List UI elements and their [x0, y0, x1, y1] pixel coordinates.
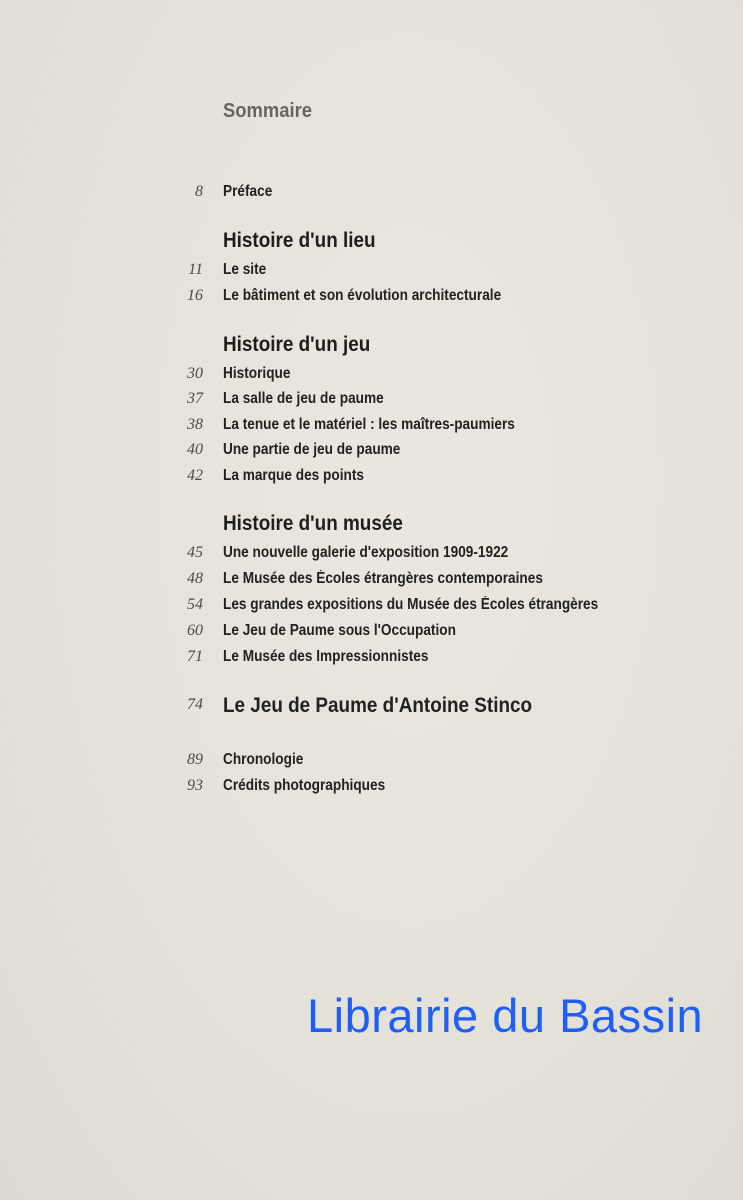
entry-label: Crédits photographiques	[223, 777, 386, 794]
entry-label: Le Jeu de Paume d'Antoine Stinco	[223, 694, 533, 717]
watermark-text: Librairie du Bassin	[307, 989, 704, 1042]
page-number: 8	[195, 183, 203, 200]
section-heading-jeu: Histoire d'un jeu	[223, 333, 371, 356]
page-number: 74	[187, 696, 203, 713]
page-number: 48	[187, 570, 203, 587]
entry-label: Une nouvelle galerie d'exposition 1909-1922	[223, 544, 509, 561]
page-number: 45	[187, 544, 203, 561]
entry-label: Le Musée des Écoles étrangères contemporaines	[223, 570, 543, 587]
page-number: 30	[187, 365, 203, 382]
page-number: 60	[187, 622, 203, 639]
page-number: 54	[187, 596, 203, 613]
entry-label: Le bâtiment et son évolution architecturale	[223, 287, 502, 304]
entry-label: Préface	[223, 183, 273, 200]
page-number: 42	[187, 467, 203, 484]
page-number: 11	[188, 261, 203, 278]
entry-label: Les grandes expositions du Musée des Écoles étrangères	[223, 596, 599, 613]
entry-label: Chronologie	[223, 751, 304, 768]
page-number: 38	[187, 416, 203, 433]
section-heading-lieu: Histoire d'un lieu	[223, 229, 376, 252]
page-number: 16	[187, 287, 203, 304]
entry-label: Le site	[223, 261, 267, 278]
page-number: 40	[187, 441, 203, 458]
page-number: 89	[187, 751, 203, 768]
entry-label: La tenue et le matériel : les maîtres-paumiers	[223, 416, 515, 433]
entry-label: La salle de jeu de paume	[223, 390, 384, 407]
page-number: 71	[187, 648, 203, 665]
entry-label: Une partie de jeu de paume	[223, 441, 401, 458]
page-number: 37	[187, 390, 203, 407]
entry-label: Le Musée des Impressionnistes	[223, 648, 429, 665]
entry-label: La marque des points	[223, 467, 364, 484]
section-heading-musee: Histoire d'un musée	[223, 512, 403, 535]
page-title: Sommaire	[223, 100, 312, 122]
entry-label: Le Jeu de Paume sous l'Occupation	[223, 622, 456, 639]
entry-label: Historique	[223, 365, 291, 382]
page-number: 93	[187, 777, 203, 794]
